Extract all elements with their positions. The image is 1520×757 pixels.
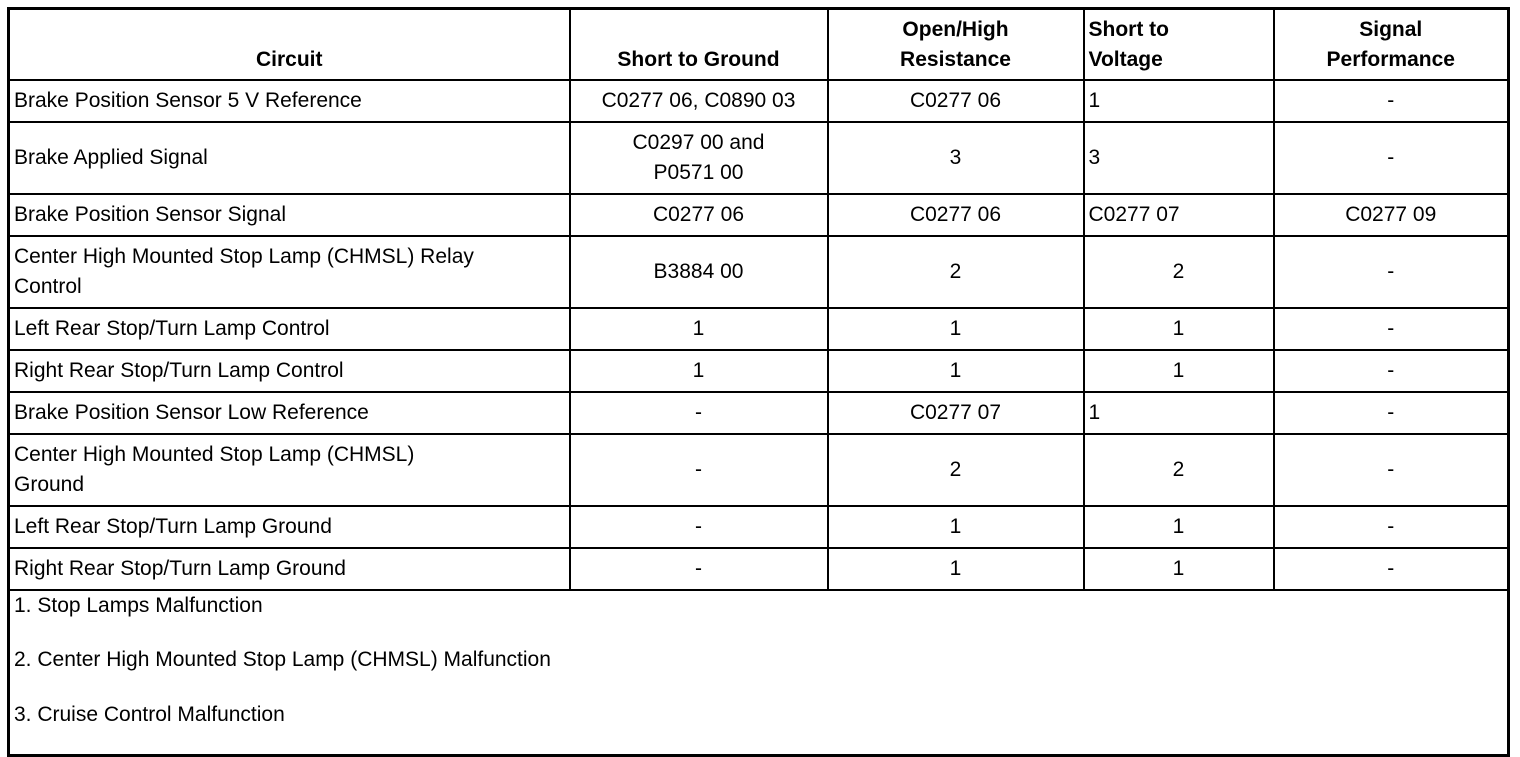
short-to-voltage-cell: 1 xyxy=(1084,308,1274,350)
short-to-ground-cell: 1 xyxy=(570,350,828,392)
note-item: 3. Cruise Control Malfunction xyxy=(14,702,285,726)
table-row xyxy=(9,122,1509,194)
header-open-high-resistance: Open/High Resistance xyxy=(828,9,1084,80)
short-to-voltage-cell: 1 xyxy=(1084,80,1274,122)
open-high-resistance-cell: C0277 06 xyxy=(828,80,1084,122)
signal-performance-cell: - xyxy=(1274,506,1509,548)
header-short-to-ground: Short to Ground xyxy=(570,9,828,80)
circuit-cell: Left Rear Stop/Turn Lamp Ground xyxy=(9,506,570,548)
short-to-ground-cell: - xyxy=(570,392,828,434)
table-row xyxy=(9,506,1509,548)
short-to-voltage-cell: C0277 07 xyxy=(1084,194,1274,236)
table-row xyxy=(9,350,1509,392)
short-to-ground-cell: - xyxy=(570,506,828,548)
open-high-resistance-cell: 2 xyxy=(828,434,1084,506)
note-item: 2. Center High Mounted Stop Lamp (CHMSL) Malfunction xyxy=(14,648,551,671)
short-to-ground-cell: B3884 00 xyxy=(570,236,828,308)
circuit-cell: Center High Mounted Stop Lamp (CHMSL) Ground xyxy=(9,434,570,506)
note-item: 1. Stop Lamps Malfunction xyxy=(14,593,263,617)
short-to-voltage-cell: 2 xyxy=(1084,236,1274,308)
open-high-resistance-cell: 3 xyxy=(828,122,1084,194)
table-row xyxy=(9,236,1509,308)
circuit-cell: Left Rear Stop/Turn Lamp Control xyxy=(9,308,570,350)
open-high-resistance-cell: 1 xyxy=(828,506,1084,548)
signal-performance-cell: - xyxy=(1274,122,1509,194)
short-to-ground-cell: C0297 00 and P0571 00 xyxy=(570,122,828,194)
open-high-resistance-cell: 2 xyxy=(828,236,1084,308)
short-to-voltage-cell: 3 xyxy=(1084,122,1274,194)
short-to-ground-cell: - xyxy=(570,434,828,506)
short-to-ground-cell: C0277 06, C0890 03 xyxy=(570,80,828,122)
open-high-resistance-cell: 1 xyxy=(828,308,1084,350)
short-to-voltage-cell: 1 xyxy=(1084,392,1274,434)
short-to-voltage-cell: 1 xyxy=(1084,548,1274,590)
circuit-cell: Brake Position Sensor Signal xyxy=(9,194,570,236)
signal-performance-cell: - xyxy=(1274,434,1509,506)
circuit-cell: Center High Mounted Stop Lamp (CHMSL) Relay Control xyxy=(9,236,570,308)
table-row xyxy=(9,80,1509,122)
signal-performance-cell: - xyxy=(1274,80,1509,122)
header-row xyxy=(9,9,1509,80)
short-to-ground-cell: - xyxy=(570,548,828,590)
signal-performance-cell: - xyxy=(1274,308,1509,350)
signal-performance-cell: - xyxy=(1274,392,1509,434)
table-row xyxy=(9,308,1509,350)
circuit-cell: Right Rear Stop/Turn Lamp Ground xyxy=(9,548,570,590)
short-to-ground-cell: C0277 06 xyxy=(570,194,828,236)
circuit-cell: Brake Applied Signal xyxy=(9,122,570,194)
header-signal-performance: Signal Performance xyxy=(1274,9,1509,80)
open-high-resistance-cell: 1 xyxy=(828,548,1084,590)
short-to-voltage-cell: 1 xyxy=(1084,506,1274,548)
open-high-resistance-cell: C0277 07 xyxy=(828,392,1084,434)
table-row xyxy=(9,392,1509,434)
signal-performance-cell: - xyxy=(1274,548,1509,590)
open-high-resistance-cell: C0277 06 xyxy=(828,194,1084,236)
signal-performance-cell: - xyxy=(1274,236,1509,308)
table-row xyxy=(9,194,1509,236)
circuit-diagnostic-table xyxy=(7,7,1510,757)
table-row xyxy=(9,434,1509,506)
circuit-cell: Brake Position Sensor 5 V Reference xyxy=(9,80,570,122)
header-circuit: Circuit xyxy=(9,9,570,80)
open-high-resistance-cell: 1 xyxy=(828,350,1084,392)
short-to-voltage-cell: 1 xyxy=(1084,350,1274,392)
notes-row xyxy=(9,590,1509,756)
signal-performance-cell: - xyxy=(1274,350,1509,392)
signal-performance-cell: C0277 09 xyxy=(1274,194,1509,236)
header-short-to-voltage: Short to Voltage xyxy=(1084,9,1274,80)
short-to-voltage-cell: 2 xyxy=(1084,434,1274,506)
notes-cell xyxy=(9,590,1509,756)
table-row xyxy=(9,548,1509,590)
circuit-cell: Brake Position Sensor Low Reference xyxy=(9,392,570,434)
circuit-cell: Right Rear Stop/Turn Lamp Control xyxy=(9,350,570,392)
short-to-ground-cell: 1 xyxy=(570,308,828,350)
